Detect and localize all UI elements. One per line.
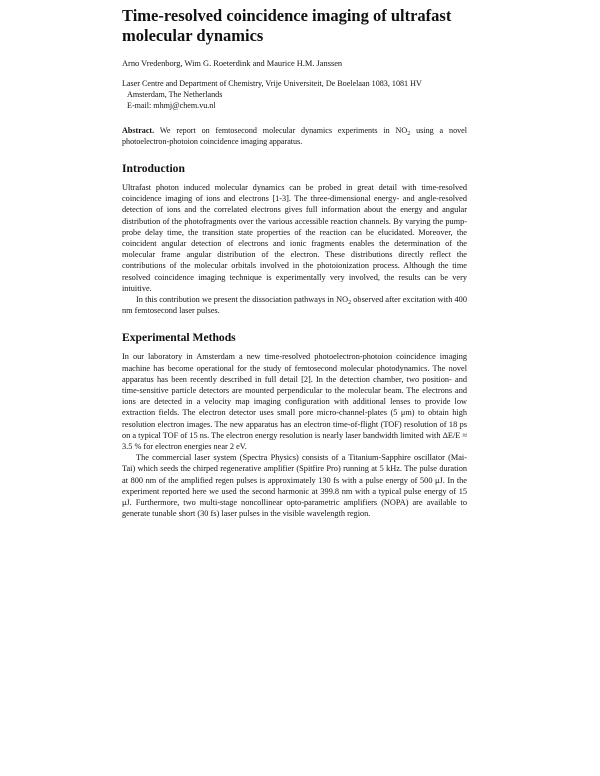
- intro-p2-post: observed after excitation with 400 nm femtosecond laser pulses.: [122, 295, 467, 316]
- paper-page: [122, 6, 467, 519]
- affiliation-block: [122, 78, 467, 111]
- introduction-heading: Introduction: [122, 162, 185, 175]
- abstract-text-pre: We report on femtosecond molecular dynamics experiments in NO: [159, 126, 408, 135]
- methods-heading: Experimental Methods: [122, 331, 236, 345]
- author-list: Arno Vredenborg, Wim G. Roeterdink and Maurice H.M. Janssen: [122, 59, 343, 68]
- affiliation-line-1: Laser Centre and Department of Chemistry, Vrije Universiteit, De Boelelaan 1083, 1081 HV: [122, 79, 422, 88]
- paper-title: Time-resolved coincidence imaging of ultrafast molecular dynamics: [122, 6, 452, 45]
- intro-p2-subscript: 2: [348, 300, 352, 307]
- abstract-label: Abstract.: [122, 126, 155, 135]
- introduction-paragraph-2: [122, 294, 467, 316]
- abstract-subscript: 2: [407, 131, 411, 137]
- methods-paragraph-1: In our laboratory in Amsterdam a new time-resolved photoelectron-photoion coincidence imaging machine has become operational for the study of femtosecond molecular photodynamics. The novel apparatus has been recently described in full detail [2]. In the detection chamber, two position- and time-sensitive particle detectors are mounted perpendicular to the molecular beam. The electrons and ions are detected in a velocity map imaging configuration with additional lenses to provide low extraction fields. The electron detector uses small pore micro-channel-plates (5 μm) to obtain high resolution electron images. The new apparatus has an electron time-of-flight (TOF) resolution of 18 ps on a typical TOF of 15 ns. The electron energy resolution is nearly laser bandwidth limited with ΔE/E ≈ 3.5 % for electron energies near 2 eV.: [122, 352, 467, 452]
- introduction-paragraph-1: Ultrafast photon induced molecular dynamics can be probed in great detail with time-resolved coincidence imaging of ions and electrons [1-3]. The three-dimensional energy- and angle-resolved detection of ions and the correlated electrons gives full information about the energy and angular distribution of the photofragments over the various accessible reaction channels. By varying the pump-probe delay time, the transition state properties of the reaction can be elucidated. Moreover, the coincident angular detection of electrons and ionic fragments enables the determination of the molecular frame angular distribution of the electron. These distributions directly reflect the contributions of the molecular orbitals involved in the photoionization process. Although the time resolved coincidence imaging technique is experimentally very involved, the results can be very intuitive.: [122, 183, 467, 293]
- contact-email: E-mail: mhmj@chem.vu.nl: [127, 101, 216, 110]
- abstract-text-post: using a novel photoelectron-photoion coincidence imaging apparatus.: [122, 126, 468, 146]
- methods-paragraph-2: The commercial laser system (Spectra Physics) consists of a Titanium-Sapphire oscillator (Mai-Tai) which seeds the chirped regenerative amplifier (Spitfire Pro) running at 5 kHz. The pulse duration at 800 nm of the amplified regen pulses is approximately 130 fs with a pulse energy of 500 μJ. In the experiment reported here we used the second harmonic at 399.8 nm with a typical pulse energy of 15 μJ. Furthermore, two multi-stage noncollinear opto-parametric amplifiers (NOPA) are available to generate tunable short (30 fs) laser pulses in the visible wavelength region.: [122, 453, 467, 519]
- intro-p2-pre: In this contribution we present the dissociation pathways in NO: [136, 295, 349, 305]
- affiliation-line-2: Amsterdam, The Netherlands: [127, 90, 223, 99]
- abstract: [122, 125, 467, 147]
